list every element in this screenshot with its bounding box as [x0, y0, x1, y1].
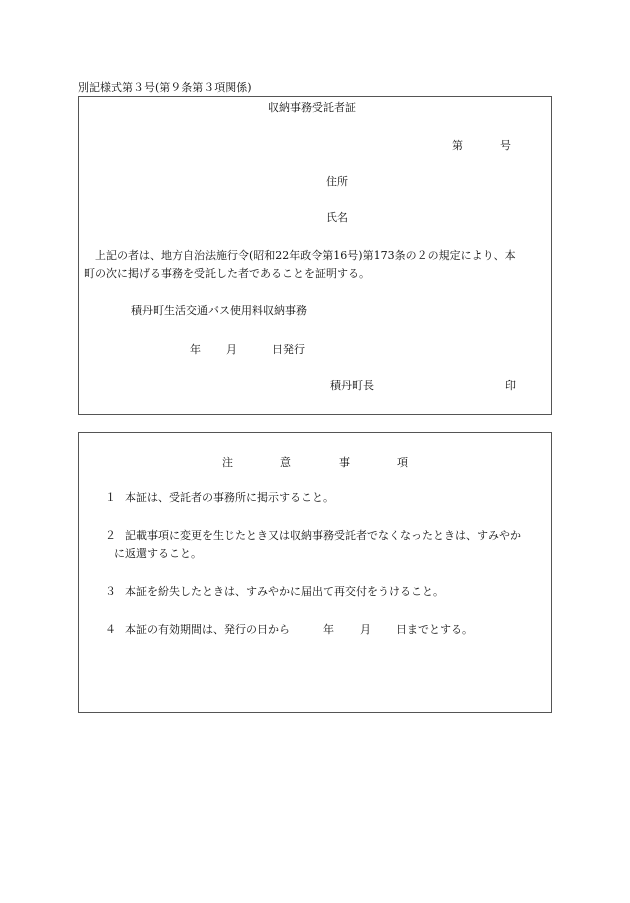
- notice-item-number: １: [105, 491, 116, 504]
- certificate-number-suffix: 号: [500, 139, 511, 152]
- issuer-name: 積丹町長: [330, 379, 374, 392]
- issue-year-label: 年: [190, 343, 201, 356]
- notice-item-4-month-label: 月: [360, 623, 371, 636]
- notice-box: [78, 432, 552, 713]
- notice-title-char-3: 事: [339, 456, 350, 469]
- issue-day-label: 日発行: [272, 343, 305, 356]
- notice-item-2: [105, 530, 521, 541]
- notice-item-text: 本証は、受託者の事務所に掲示すること。: [125, 491, 334, 504]
- notice-item-number: ３: [105, 585, 116, 598]
- notice-item-text: 本証を紛失したときは、すみやかに届出て再交付をうけること。: [125, 585, 444, 598]
- notice-item-4-year-label: 年: [323, 623, 334, 636]
- notice-item-2-continued: に返還すること。: [114, 547, 202, 560]
- notice-item-3: [105, 586, 444, 597]
- notice-item-text: 本証の有効期間は、発行の日から: [125, 623, 290, 636]
- certificate-title: 収納事務受託者証: [268, 101, 356, 114]
- entrusted-task: 積丹町生活交通バス使用料収納事務: [131, 304, 307, 317]
- certificate-number-prefix: 第: [452, 139, 463, 152]
- issue-month-label: 月: [226, 343, 237, 356]
- notice-item-number: ２: [105, 529, 116, 542]
- seal-mark: 印: [505, 379, 516, 392]
- notice-title-char-2: 意: [280, 456, 291, 469]
- notice-title-char-4: 項: [397, 456, 408, 469]
- certificate-body-line2: 町の次に掲げる事務を受託した者であることを証明する。: [84, 267, 370, 280]
- notice-item-text: 記載事項に変更を生じたとき又は収納事務受託者でなくなったときは、すみやか: [125, 529, 521, 542]
- notice-item-4: [105, 624, 290, 635]
- notice-title-char-1: 注: [222, 456, 233, 469]
- name-label: 氏名: [326, 211, 348, 224]
- notice-item-1: [105, 492, 334, 503]
- notice-item-number: ４: [105, 623, 116, 636]
- form-header-label: 別記様式第３号(第９条第３項関係): [78, 81, 252, 94]
- certificate-body-line1: 上記の者は、地方自治法施行令(昭和22年政令第16号)第173条の２の規定により、本: [95, 249, 516, 262]
- notice-item-4-tail: 日までとする。: [396, 623, 473, 636]
- address-label: 住所: [326, 175, 348, 188]
